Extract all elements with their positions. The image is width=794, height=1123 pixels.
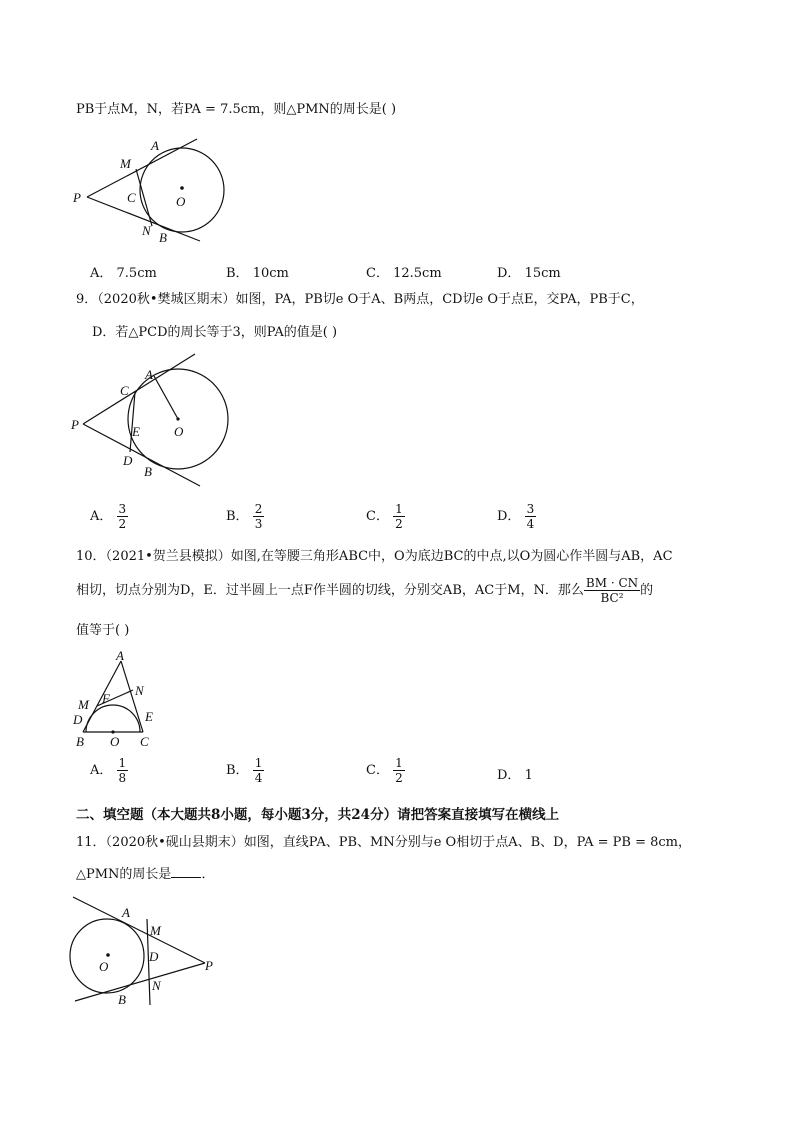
q11-label-m: M	[150, 923, 161, 938]
q9-label-p: P	[71, 417, 79, 432]
q10-label-b: B	[76, 734, 84, 749]
q8-center-dot	[180, 186, 184, 190]
q9-stem-line2: D．若△PCD的周长等于3，则PA的值是( )	[92, 325, 338, 340]
q9-stem-line1: 9．（2020秋•樊城区期末）如图，PA，PB切e O于A、B两点，CD切e O于点E，交PA，PB于C，	[76, 292, 644, 307]
q10-option-d[interactable]: D． 1	[497, 768, 533, 783]
q9-option-d[interactable]: D． $\frac{3}{4}$	[497, 502, 535, 531]
q9-center-dot	[176, 417, 179, 420]
q8-label-p: P	[73, 190, 81, 205]
q9-radius-oa	[154, 376, 178, 419]
q10-stem-line3: 值等于( )	[76, 623, 130, 638]
q11-tangent-pb	[75, 963, 205, 1001]
q11-stem-line2: △PMN的周长是 ．	[76, 867, 215, 882]
q8-option-d[interactable]: D． 15cm	[497, 266, 561, 281]
q8-label-b: B	[159, 230, 167, 245]
q9-label-e: E	[132, 424, 140, 439]
q10-figure	[70, 648, 165, 750]
q9-label-a: A	[145, 367, 153, 382]
q11-label-a: A	[122, 905, 130, 920]
q11-label-b: B	[118, 992, 126, 1007]
q10-label-c: C	[140, 734, 149, 749]
section-heading-fill-in: 二、填空题（本大题共8小题，每小题3分，共24分）请把答案直接填写在横线上	[76, 807, 560, 823]
q9-option-a[interactable]: A． $\frac{3}{2}$	[90, 502, 127, 531]
q8-option-b[interactable]: B． 10cm	[226, 266, 289, 281]
q9-label-b: B	[144, 464, 152, 479]
q11-stem-line1: 11．（2020秋•砚山县期末）如图，直线PA、PB、MN分别与e O相切于点A、B、D，PA = PB = 8cm，	[76, 835, 692, 850]
q9-option-c[interactable]: C． $\frac{1}{2}$	[366, 502, 403, 531]
q8-stem: PB于点M，N，若PA = 7.5cm，则△PMN的周长是( )	[76, 102, 397, 117]
q11-label-d: D	[149, 949, 159, 964]
q10-label-d: D	[73, 712, 83, 727]
q8-option-c[interactable]: C． 12.5cm	[366, 266, 442, 281]
q10-stem-line2: 相切，切点分别为D，E．过半圆上一点F作半圆的切线，分别交AB，AC于M，N．那么 $\frac{BM \cdot CN}{\text{BC²}}$ 的	[76, 576, 654, 605]
q9-label-d: D	[123, 453, 133, 468]
q10-label-a: A	[116, 648, 124, 663]
q10-option-c[interactable]: C． $\frac{1}{2}$	[366, 756, 403, 785]
q10-option-a[interactable]: A． $\frac{1}{8}$	[90, 756, 127, 785]
q10-stem-line1: 10．（2021•贺兰县模拟）如图,在等腰三角形ABC中，O为底边BC的中点,以O为圆心作半圆与AB，AC	[76, 549, 673, 564]
q9-label-o: O	[174, 424, 184, 439]
q10-label-n: N	[135, 683, 144, 698]
q10-label-f: F	[102, 691, 110, 706]
q10-label-e: E	[145, 709, 153, 724]
q11-answer-blank[interactable]	[171, 865, 201, 878]
q10-semicircle	[86, 705, 140, 732]
q8-circle	[140, 148, 224, 232]
q11-label-o: O	[99, 959, 109, 974]
q11-center-dot	[106, 953, 110, 957]
q9-option-b[interactable]: B． $\frac{2}{3}$	[226, 502, 263, 531]
q8-label-a: A	[151, 138, 159, 153]
q9-label-c: C	[120, 383, 129, 398]
q9-figure	[60, 350, 250, 488]
q11-figure	[65, 893, 225, 1011]
q10-option-b[interactable]: B． $\frac{1}{4}$	[226, 756, 263, 785]
q11-label-n: N	[152, 978, 161, 993]
q8-label-m: M	[120, 156, 131, 171]
q11-label-p: P	[205, 958, 213, 973]
q11-tangent-pa	[73, 897, 205, 963]
q8-label-c: C	[127, 190, 136, 205]
q10-label-m: M	[78, 697, 89, 712]
q8-figure	[60, 125, 250, 250]
q10-label-o: O	[110, 734, 120, 749]
q8-option-a[interactable]: A． 7.5cm	[90, 266, 157, 281]
q8-label-n: N	[142, 223, 151, 238]
q9-tangent-pa	[83, 354, 195, 424]
q8-label-o: O	[176, 194, 186, 209]
